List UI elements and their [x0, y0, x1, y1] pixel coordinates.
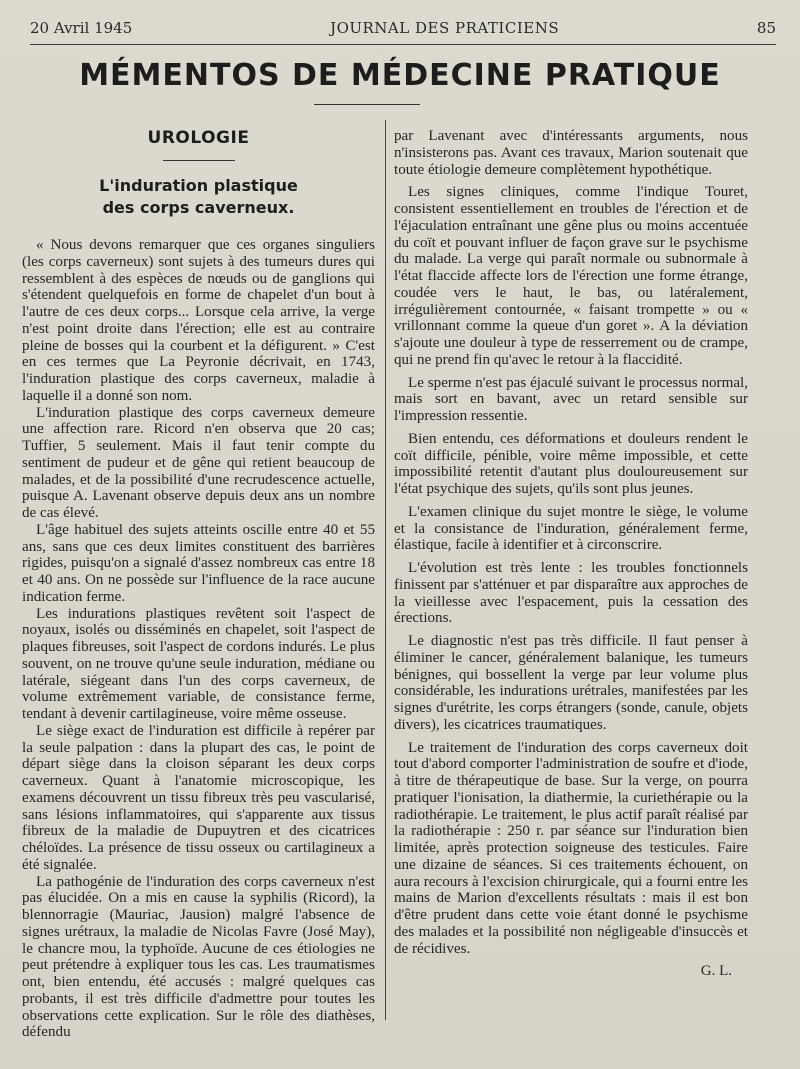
page-number: 85 — [756, 19, 776, 37]
paragraph: Bien entendu, ces déformations et douleurs rendent le coït difficile, pénible, voire même impossible, et cette impossibilité retentit d'autant plus douloureusement sur l'état psychique des sujets, qu'ils sont plus jeunes. — [394, 430, 748, 497]
article-title — [22, 175, 375, 219]
column-divider — [385, 120, 386, 1020]
paragraph: La pathogénie de l'induration des corps caverneux n'est pas élucidée. On a mis en cause la syphilis (Ricord), la blennorragie (Mauriac, Jausion) malgré l'absence de signes urétraux, la maladie de Nicolas Favre (José May), le chancre mou, la typhoïde. Aucune de ces étiologies ne peut prétendre à expliquer tous les cas. Les traumatismes ont, bien entendu, été accusés : malgré quelques cas probants, il est très difficile d'admettre pour toutes les observations cette explication. Sur le rôle des diathèses, défendu — [22, 873, 375, 1041]
right-column-text — [394, 128, 748, 957]
paragraph: Le siège exact de l'induration est difficile à repérer par la seule palpation : dans la plupart des cas, le point de départ siège dans la cloison séparant les deux corps caverneux. Quant à l'anatomie microscopique, les examens découvrent un tissu fibreux très peu vascularisé, sans lésions inflammatoires, qui s'apparente aux tissus fibreux de la maladie de Dupuytren et des cicatrices chéloïdes. La présence de tissu osseux ou cartilagineux a été signalée. — [22, 722, 375, 873]
left-column — [22, 120, 375, 1041]
paragraph: L'âge habituel des sujets atteints oscille entre 40 et 55 ans, sans que ces deux limites constituent des barrières rigides, puisqu'on a signalé d'assez nombreux cas entre 18 et 40 ans. On ne possède sur l'influence de la race aucune indication ferme. — [22, 521, 375, 605]
section-heading: UROLOGIE — [147, 128, 250, 148]
main-title: MÉMENTOS DE MÉDECINE PRATIQUE — [79, 58, 721, 93]
paragraph: Les signes cliniques, comme l'indique Touret, consistent essentiellement en troubles de l'érection et de l'éjaculation entraînant une gêne plus ou moins accentuée du coït et pouvant influer de façon grave sur le psychisme du malade. La verge qui paraît normale ou subnormale à l'état flaccide affecte lors de l'érection une forme étrange, coudée vers le haut, le bas, ou latéralement, irrégulièrement contournée, « faisant trompette » ou « vrillonnant comme la queue d'un goret ». A la déviation s'ajoute une douleur à type de resserrement ou de crampe, qui ne prend fin qu'avec le retour à la flaccidité. — [394, 184, 748, 368]
title-rule — [314, 104, 420, 105]
journal-name: JOURNAL DES PRATICIENS — [330, 19, 560, 37]
paragraph: L'évolution est très lente : les troubles fonctionnels finissent par s'atténuer et par disparaître aux approches de la vieillesse avec l'espacement, puis la cessation des érections. — [394, 560, 748, 627]
paragraph: L'induration plastique des corps caverneux demeure une affection rare. Ricord n'en observa que 20 cas; Tuffier, 5 seulement. Mais il faut tenir compte du sentiment de pudeur et de gêne qui retient beaucoup de malades, et de la possibilité d'une recrudescence actuelle, puisque A. Lavenant observe depuis deux ans un nombre de cas élevé. — [22, 404, 375, 521]
right-column — [394, 128, 748, 980]
paragraph: Le sperme n'est pas éjaculé suivant le processus normal, mais sort en bavant, avec un retard sensible sur l'impression ressentie. — [394, 374, 748, 424]
paragraph: Le diagnostic n'est pas très difficile. Il faut penser à éliminer le cancer, généralement balanique, les tumeurs bénignes, qui bossellent la verge par leur volume plus considérable, les indurations urétrales, manifestées par les signes d'urétrite, les corps étrangers (sonde, canule, objets divers), les cicatrices traumatiques. — [394, 633, 748, 733]
paragraph: L'examen clinique du sujet montre le siège, le volume et la consistance de l'induration, généralement ferme, élastique, facile à identifier et à circonscrire. — [394, 503, 748, 554]
issue-date: 20 Avril 1945 — [30, 19, 133, 37]
paragraph: par Lavenant avec d'intéressants arguments, nous n'insisterons pas. Avant ces travaux, Marion soutenait que toute étiologie demeure complètement hypothétique. — [394, 128, 748, 178]
article-title-line-2: des corps caverneux. — [102, 198, 295, 217]
paragraph: Les indurations plastiques revêtent soit l'aspect de noyaux, isolés ou disséminés en chapelet, soit l'aspect de plaques fibreuses, soit l'aspect de cordons indurés. Le plus souvent, on ne trouve qu'une seule induration, médiane ou latérale, siégeant dans l'un des corps caverneux, de volume extrêmement variable, de consistance ferme, tendant à devenir cartilagineuse, voire même osseuse. — [22, 605, 375, 722]
paragraph: Le traitement de l'induration des corps caverneux doit tout d'abord comporter l'administration de soufre et d'iode, à titre de thérapeutique de base. Sur la verge, on pourra pratiquer l'ionisation, la diathermie, la curiethérapie ou la radiothérapie. Le traitement, le plus actif paraît réalisé par la radiothérapie : 250 r. par séance sur l'induration bien limitée, après protection soigneuse des testicules. Faire une dizaine de séances. Si ces traitements échouent, on aura recours à l'excision chirurgicale, qui a fourni entre les mains de Marion d'excellents résultats : mais il est bon d'être prudent dans cette voie étant donné le psychisme des malades et la possibilité non négligeable d'insuccès et de récidives. — [394, 739, 748, 957]
paragraph: « Nous devons remarquer que ces organes singuliers (les corps caverneux) sont sujets à des tumeurs dures qui ressemblent à des espèces de nœuds ou de ganglions qui s'étendent quelquefois en forme de chapelet d'un bout à l'autre de ces deux corps... Lorsque cela arrive, la verge n'est point droite dans l'érection; elle est au contraire pleine de bosses qui la courbent et la défigurent. » C'est en ces termes que La Peyronie décrivait, en 1743, l'induration plastique des corps caverneux, maladie à laquelle il a donné son nom. — [22, 237, 375, 404]
left-column-text — [22, 237, 375, 1041]
section-rule — [163, 160, 235, 161]
article-title-line-1: L'induration plastique — [99, 176, 298, 195]
author-signature: G. L. — [700, 963, 732, 980]
running-header — [30, 16, 776, 45]
